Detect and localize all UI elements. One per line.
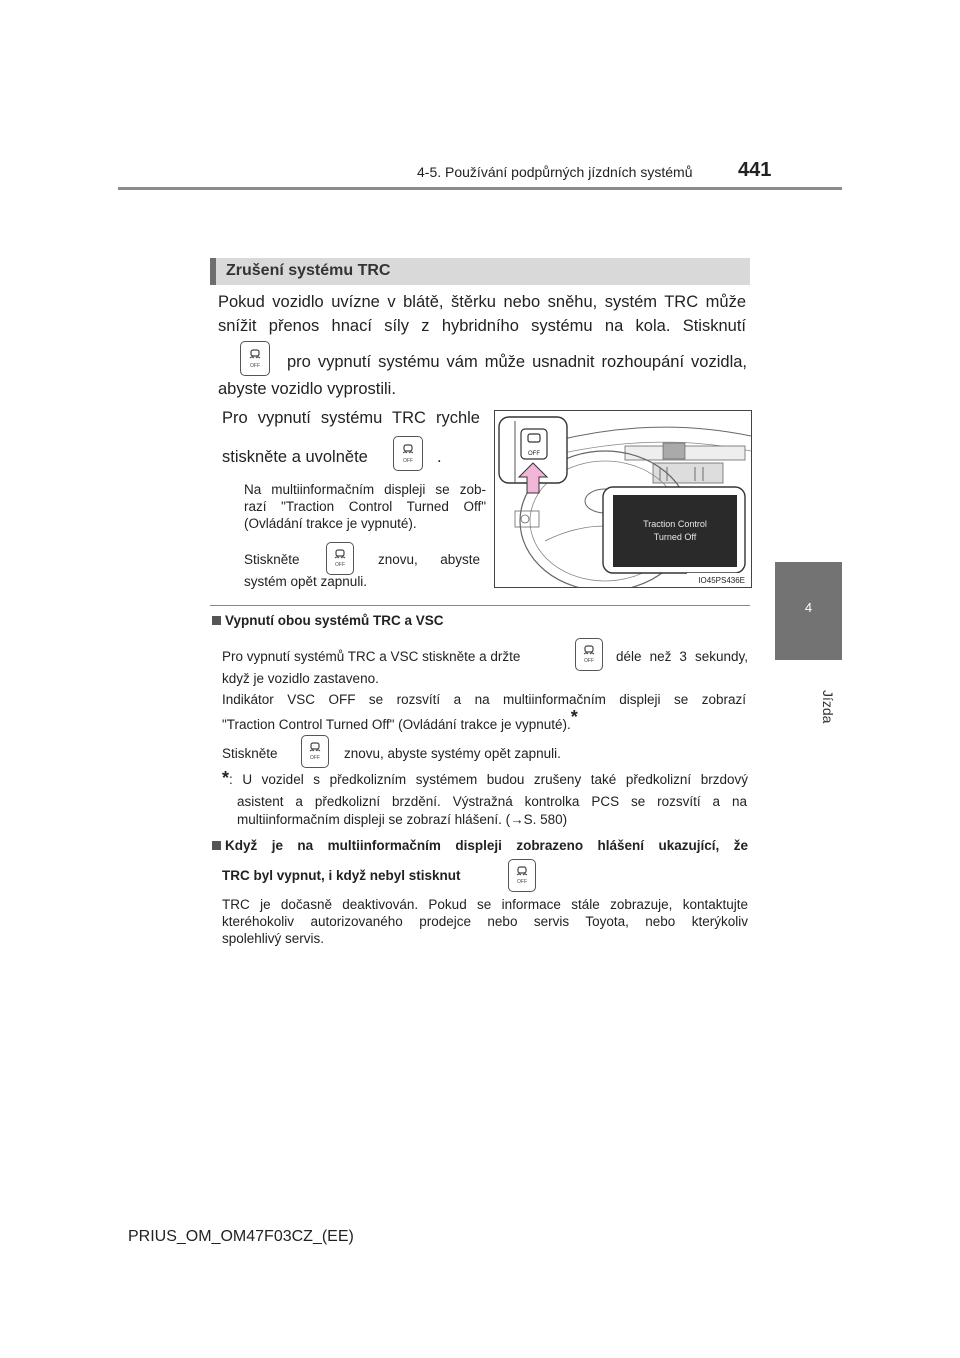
vsc-heading: [212, 613, 444, 628]
dashboard-illustration: [494, 410, 752, 588]
vsc-line-3: Indikátor VSC OFF se rozsvítí a na multiinformačním displeji se zobrazí: [222, 692, 746, 707]
display-note-2: razí "Traction Control Turned Off": [244, 499, 486, 514]
vsc-line-1a: Pro vypnutí systémů TRC a VSC stiskněte a držte: [222, 649, 521, 664]
running-header: 4-5. Používání podpůrných jízdních systémů: [417, 164, 693, 180]
trc-off-button-icon: [240, 341, 270, 376]
skid-car-icon: [515, 866, 529, 878]
trc-off-button-icon: [508, 859, 536, 892]
press-again-a: Stiskněte: [244, 552, 300, 567]
msg-body-1: TRC je dočasně deaktivován. Pokud se informace stále zobrazuje, kontaktujte: [222, 897, 748, 912]
off-caption: OFF: [250, 363, 260, 369]
page-number: 441: [738, 159, 772, 181]
vsc-line-2: když je vozidlo zastaveno.: [222, 671, 379, 686]
chapter-tab-number: 4: [804, 600, 813, 615]
callout-off-label: OFF: [528, 451, 540, 457]
quick-line-1: Pro vypnutí systému TRC rychle: [222, 409, 480, 427]
trc-off-button-icon: [301, 735, 329, 768]
figure-code: IO45PS436E: [698, 576, 745, 585]
off-caption: OFF: [403, 458, 413, 464]
footnote-marker: *: [222, 768, 230, 788]
msg-heading-text-1: Když je na multiinformačním displeji zobrazeno hlášení ukazující, že: [225, 838, 748, 853]
intro-line-2: snížit přenos hnací síly z hybridního systému na kola. Stisknutí: [218, 317, 746, 335]
bullet-square-icon: [212, 841, 221, 850]
section-heading: [210, 258, 750, 285]
intro-line-3: pro vypnutí systému vám může usnadnit rozhoupání vozidla,: [287, 353, 747, 371]
msg-heading-line-1: [212, 838, 748, 853]
section-divider: [210, 605, 750, 606]
vsc-footnote-line-1: [222, 770, 748, 788]
skid-car-icon: [582, 645, 596, 657]
section-heading-bar: [210, 258, 216, 285]
skid-car-icon: [308, 742, 322, 754]
msg-heading-line-2: TRC byl vypnut, i když nebyl stisknut: [222, 868, 461, 883]
display-message-line1: Traction Control: [643, 519, 707, 529]
footnote-marker: *: [570, 707, 578, 727]
vsc-line-1b: déle než 3 sekundy,: [616, 649, 748, 664]
msg-body-3: spolehlivý servis.: [222, 931, 325, 946]
intro-line-4: abyste vozidlo vyprostili.: [218, 380, 396, 398]
vsc-footnote: [222, 770, 748, 788]
quick-line-2: stiskněte a uvolněte: [222, 448, 368, 466]
vsc-heading-text: Vypnutí obou systémů TRC a VSC: [225, 613, 444, 628]
press-again-b: znovu, abyste: [378, 552, 480, 567]
section-heading-text: Zrušení systému TRC: [226, 262, 391, 279]
skid-car-icon: [401, 444, 415, 456]
off-caption: OFF: [335, 562, 345, 568]
trc-off-button-icon: [575, 638, 603, 671]
vsc-line-4: [222, 709, 578, 733]
msg-body-2: kteréhokoliv autorizovaného prodejce nebo servis Toyota, nebo kterýkoliv: [222, 914, 748, 929]
bullet-square-icon: [212, 616, 221, 625]
vsc-line-5a: Stiskněte: [222, 746, 278, 761]
press-again-c: systém opět zapnuli.: [244, 574, 368, 589]
off-caption: OFF: [517, 879, 527, 885]
vsc-footnote-line-3: multiinformačním displeji se zobrazí hlášení. (→S. 580): [237, 812, 568, 827]
trc-off-button-icon: [393, 436, 423, 471]
chapter-tab-label: Jízda: [820, 690, 836, 724]
document-code: PRIUS_OM_OM47F03CZ_(EE): [128, 1228, 354, 1245]
display-message-line2: Turned Off: [653, 532, 697, 542]
off-caption: OFF: [584, 658, 594, 664]
intro-line-1: Pokud vozidlo uvízne v blátě, štěrku nebo sněhu, systém TRC může: [218, 293, 746, 311]
skid-car-icon: [248, 349, 262, 361]
vsc-footnote-line-2: asistent a předkolizní brzdění. Výstražná kontrolka PCS se rozsvítí a na: [237, 794, 747, 809]
vsc-line-4-text: "Traction Control Turned Off" (Ovládání trakce je vypnuté).: [222, 717, 571, 732]
quick-line-2-end: .: [437, 448, 442, 466]
off-caption: OFF: [310, 755, 320, 761]
skid-car-icon: [333, 549, 347, 561]
display-note-3: (Ovládání trakce je vypnuté).: [244, 516, 417, 531]
display-note-1: Na multiinformačním displeji se zob-: [244, 482, 486, 497]
vsc-line-5b: znovu, abyste systémy opět zapnuli.: [344, 746, 561, 761]
header-divider: [118, 187, 842, 190]
vsc-footnote-text-1: : U vozidel s předkolizním systémem budou zrušeny také předkolizní brzdový: [229, 772, 748, 787]
dashboard-drawing: [495, 411, 751, 587]
trc-off-button-icon: [326, 542, 354, 575]
